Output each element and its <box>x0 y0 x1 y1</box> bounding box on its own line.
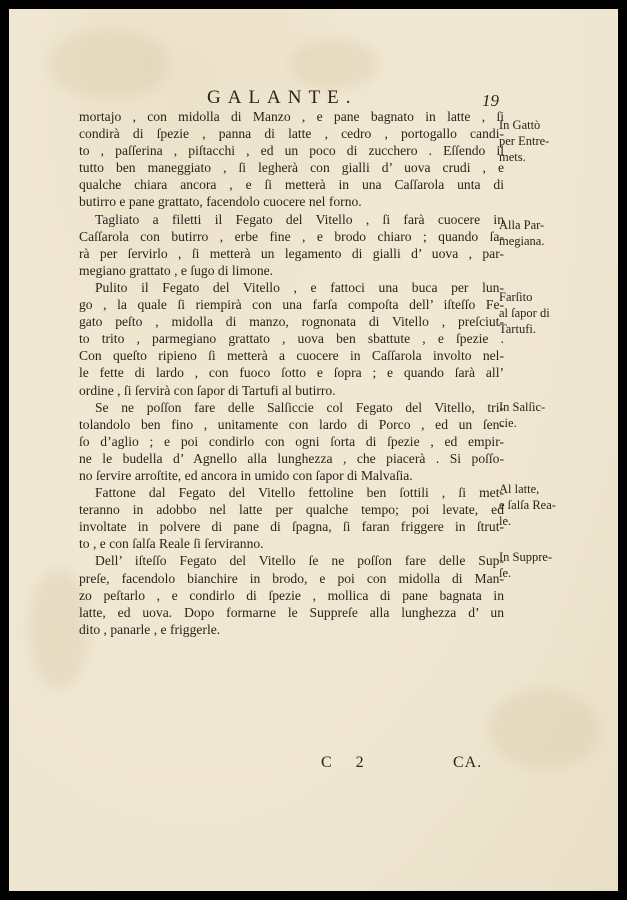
text-line: teranno in adobbo nel latte per qualche tempo; poi levate, ed <box>79 502 504 518</box>
text-line: preſe, facendolo bianchire in brodo, e poi con midolla di Man- <box>79 570 504 586</box>
text-line: Tagliato a filetti il Fegato del Vitello , ſi farà cuocere in <box>95 211 504 227</box>
margin-note-line: mets. <box>499 150 526 164</box>
margin-note-in-gatto <box>499 117 549 165</box>
paper-stain <box>49 29 169 99</box>
margin-note-line: Al latte, <box>499 482 540 496</box>
text-line: Dell’ iſteſſo Fegato del Vitello ſe ne poſſon fare delle Sup- <box>95 553 504 569</box>
text-line: le fette di lardo , con fuoco ſotto e ſopra ; e quando ſarà all’ <box>79 365 504 381</box>
text-line: to , e con ſalſa Reale ſi ſerviranno. <box>79 536 264 552</box>
margin-note-line: e ſalſa Rea- <box>499 498 556 512</box>
text-line: mortajo , con midolla di Manzo , e pane bagnato in latte , ſi <box>79 109 504 124</box>
margin-note-line: Alla Par- <box>499 218 545 232</box>
margin-note-line: Farſito <box>499 290 533 304</box>
paper-stain <box>489 689 599 769</box>
text-line: gato peſto , midolla di manzo, rognonata di Vitello , preſciut- <box>79 314 504 330</box>
book-page <box>9 9 618 891</box>
text-line: rà per ſervirlo , ſi metterà un legamento di gialli d’ uova , par- <box>79 245 504 261</box>
text-line: dito , panarle , e friggerle. <box>79 621 221 637</box>
margin-note-line: megiana. <box>499 234 545 248</box>
text-line: zo peſtarlo , e condirlo di ſpezie , mollica di pane bagnata in <box>79 587 504 603</box>
text-line: megiano grattato , e ſugo di limone. <box>79 262 274 278</box>
body-text <box>79 108 504 638</box>
text-line: no ſervire arroſtite, ed ancora in umido con ſapor di Malvaſia. <box>79 467 413 483</box>
margin-note-in-salsiccie <box>499 399 545 431</box>
text-line: Con queſto ripieno ſi metterà a cuocere in Caſſarola involto nel- <box>79 348 504 364</box>
text-line: ſo d’aglio ; e poi condirlo con ogni ſorta di ſpezie , ed empir- <box>79 433 504 449</box>
margin-note-line: In Suppre- <box>499 550 553 564</box>
text-line: tolandolo ben fino , unitamente con lardo di Porco , ed un ſen- <box>79 416 504 432</box>
margin-note-line: cie. <box>499 416 517 430</box>
margin-note-line: In Salſic- <box>499 400 546 414</box>
text-line: Fattone dal Fegato del Vitello fettoline ben ſottili , ſi met- <box>95 485 504 501</box>
margin-note-line: al ſapor di <box>499 306 550 320</box>
text-line: condirà di ſpezie , panna di latte , cedro , portogallo candi- <box>79 126 504 142</box>
margin-note-in-supprese <box>499 549 552 581</box>
running-head: GALANTE. <box>207 87 358 108</box>
margin-note-farsito <box>499 289 550 337</box>
text-line: Se ne poſſon fare delle Salſiccie col Fegato del Vitello, tri- <box>95 399 504 415</box>
signature-mark: C 2 <box>321 754 374 771</box>
margin-note-line: ſe. <box>499 566 512 580</box>
paper-stain <box>289 39 379 89</box>
margin-note-line: In Gattò <box>499 118 541 132</box>
margin-note-line: Tartufi. <box>499 322 536 336</box>
text-line: ordine , ſi ſervirà con ſapor di Tartufi al butirro. <box>79 382 336 398</box>
text-line: ne le budella d’ Agnello alla lunghezza , che piacerà . Si poſſo- <box>79 450 504 466</box>
margin-note-alla-parmegiana <box>499 217 544 249</box>
page-number: 19 <box>482 91 499 110</box>
text-line: go , la quale ſi riempirà con una farſa compoſta dell’ iſteſſo Fe- <box>79 297 504 313</box>
text-line: to , paſſerina , piſtacchi , ed un poco di zucchero . Eſſendo il <box>79 143 504 159</box>
text-line: qualche chiara ancora , e ſi metterà in una Caſſarola unta di <box>79 177 504 193</box>
text-line: butirro e pane grattato, facendolo cuocere nel forno. <box>79 194 362 210</box>
margin-note-line: le. <box>499 514 512 528</box>
text-line: to trito , parmegiano grattato , uova ben sbattute , e ſpezie . <box>79 331 504 347</box>
margin-note-line: per Entre- <box>499 134 550 148</box>
text-line: Pulito il Fegato del Vitello , e fattoci una buca per lun- <box>95 279 504 295</box>
text-line: tutto ben maneggiato , ſi legherà con gialli d’ uova crudi , e <box>79 160 504 176</box>
text-line: latte, ed uova. Dopo formarne le Suppreſe alla lunghezza d’ un <box>79 604 504 620</box>
catchword: CA. <box>453 754 483 771</box>
text-line: Caſſarola con butirro , erbe fine , e brodo chiaro ; quando ſa- <box>79 228 504 244</box>
text-line: involtate in polvere di pane di ſpagna, ſi faran friggere in ſtrut- <box>79 519 504 535</box>
margin-note-al-latte <box>499 481 556 529</box>
